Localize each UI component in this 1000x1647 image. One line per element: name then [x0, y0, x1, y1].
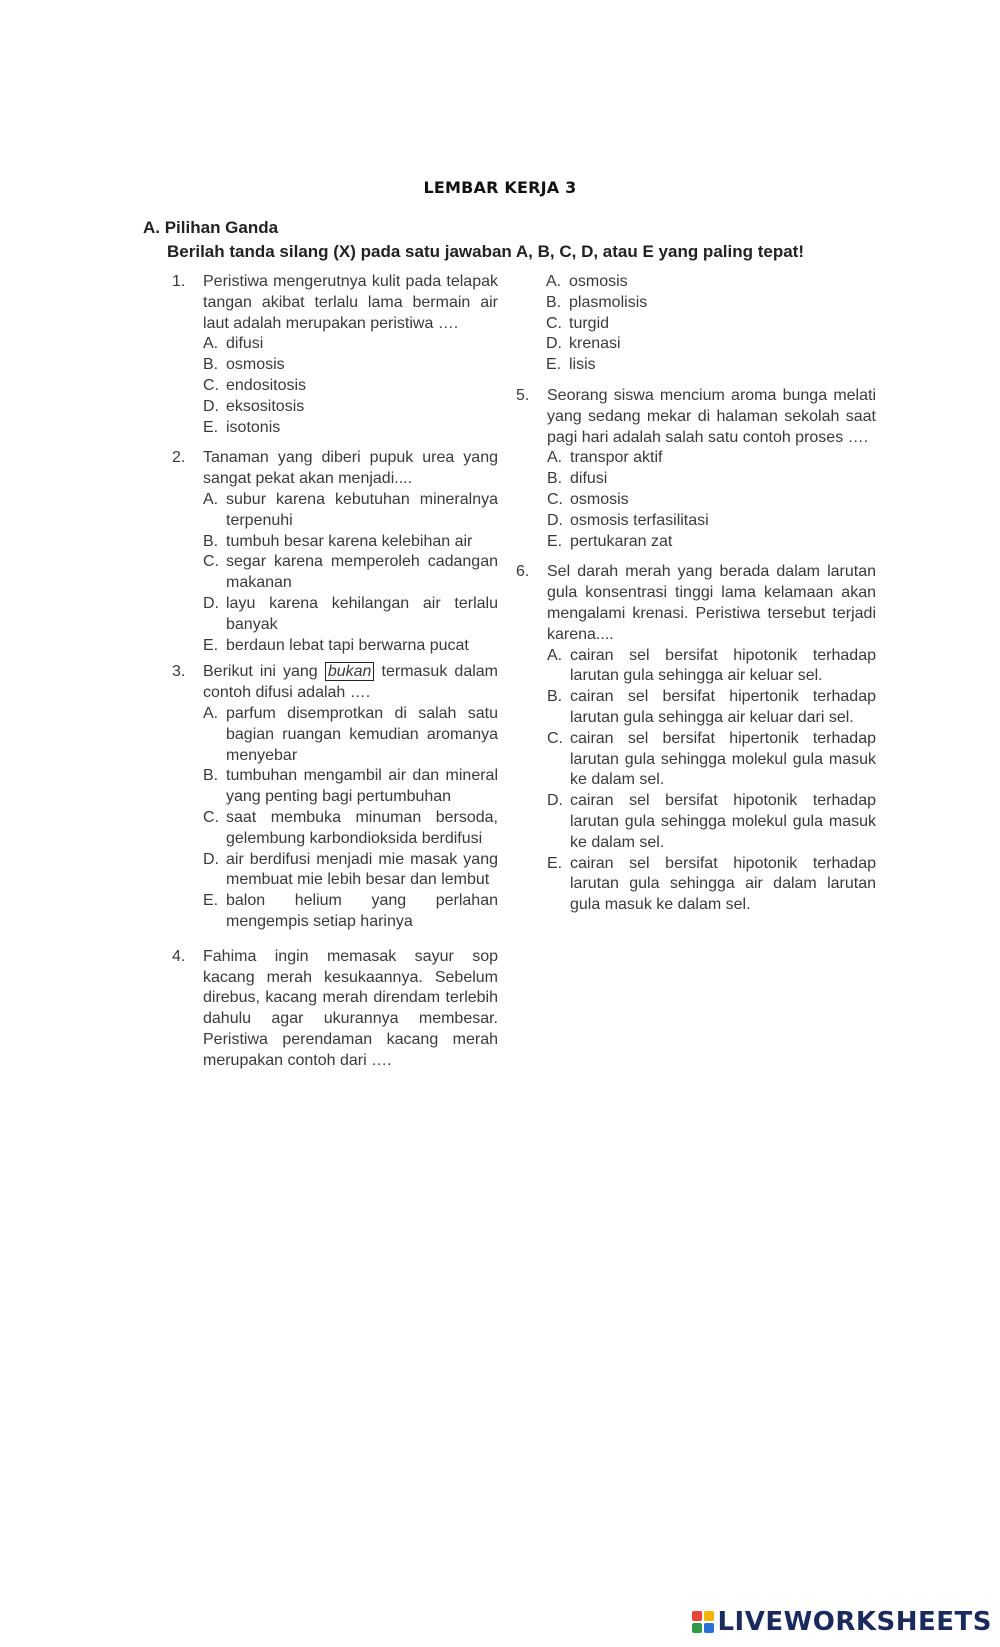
question-3: [172, 662, 498, 932]
option-b[interactable]: B. osmosis: [203, 356, 285, 374]
question-stem: Seorang siswa mencium aroma bunga melati yang sedang mekar di halaman sekolah saat pagi hari adalah salah satu contoh proses ….: [547, 386, 876, 446]
section-instruction: Berilah tanda silang (X) pada satu jawaban A, B, C, D, atau E yang paling tepat!: [167, 242, 804, 261]
option-c[interactable]: C. endositosis: [203, 376, 307, 394]
option-e[interactable]: E. pertukaran zat: [547, 532, 673, 550]
question-stem: Berikut ini yang bukan termasuk dalam contoh difusi adalah ….: [203, 663, 498, 702]
option-b[interactable]: B. tumbuh besar karena kelebihan air: [203, 532, 473, 550]
option-a[interactable]: A. osmosis: [546, 273, 628, 290]
liveworksheets-logo-icon: [692, 1611, 714, 1633]
question-stem: Sel darah merah yang berada dalam larutan gula konsentrasi tinggi lama kelamaan akan mengalami krenasi. Peristiwa tersebut terjadi karena....: [547, 563, 876, 643]
option-a[interactable]: A. cairan sel bersifat hipotonik terhadap larutan gula sehingga air keluar sel.: [547, 646, 876, 685]
question-2: [172, 448, 498, 656]
question-number: 1.: [172, 273, 186, 290]
option-e[interactable]: E. balon helium yang perlahan mengempis setiap harinya: [203, 892, 498, 930]
left-column: [172, 272, 498, 1071]
option-b[interactable]: B. cairan sel bersifat hipertonik terhadap larutan gula sehingga air keluar dari sel.: [547, 688, 876, 726]
question-4: [172, 947, 498, 1072]
question-number: 6.: [516, 563, 530, 581]
option-d[interactable]: D. cairan sel bersifat hipotonik terhadap larutan gula sehingga molekul gula masuk ke dalam sel.: [547, 792, 876, 851]
option-b[interactable]: B. difusi: [547, 470, 608, 488]
option-a[interactable]: A. subur karena kebutuhan mineralnya terpenuhi: [203, 490, 498, 529]
question-5: [516, 386, 876, 552]
option-e[interactable]: E. isotonis: [203, 418, 281, 436]
question-number: 4.: [172, 947, 186, 965]
question-stem: Fahima ingin memasak sayur sop kacang merah kesukaannya. Sebelum direbus, kacang merah direndam terlebih dahulu agar ukurannya membesar. Peristiwa perendaman kacang merah merupakan contoh dari ….: [203, 947, 498, 1069]
question-1: [172, 272, 498, 438]
question-number: 5.: [516, 386, 530, 404]
question-stem: Peristiwa mengerutnya kulit pada telapak tangan akibat terlalu lama bermain air laut adalah merupakan peristiwa ….: [203, 273, 498, 332]
question-stem: Tanaman yang diberi pupuk urea yang sangat pekat akan menjadi....: [203, 449, 498, 488]
question-number: 2.: [172, 449, 186, 467]
option-e[interactable]: E. cairan sel bersifat hipotonik terhadap larutan gula sehingga air dalam larutan gula masuk ke dalam sel.: [547, 854, 876, 914]
option-b[interactable]: B. tumbuhan mengambil air dan mineral yang penting bagi pertumbuhan: [203, 767, 498, 806]
liveworksheets-brand[interactable]: [692, 1607, 992, 1637]
option-c[interactable]: C. cairan sel bersifat hipertonik terhadap larutan gula sehingga molekul gula masuk ke dalam sel.: [547, 729, 876, 789]
options-list: [203, 704, 498, 933]
options-list: [203, 490, 498, 656]
question-6: [516, 562, 876, 916]
worksheet-title: LEMBAR KERJA 3: [423, 178, 577, 197]
option-e[interactable]: E. berdaun lebat tapi berwarna pucat: [203, 636, 469, 654]
option-d[interactable]: D. eksositosis: [203, 397, 305, 415]
option-b[interactable]: B. plasmolisis: [546, 293, 648, 311]
options-list: [203, 334, 498, 438]
question-number: 3.: [172, 663, 186, 681]
brand-name: LIVEWORKSHEETS: [717, 1607, 992, 1637]
emphasized-word: bukan: [325, 662, 375, 681]
option-d[interactable]: D. air berdifusi menjadi mie masak yang membuat mie lebih besar dan lembut: [203, 850, 498, 889]
option-a[interactable]: A. transpor aktif: [547, 449, 663, 467]
option-a[interactable]: A. difusi: [203, 335, 264, 353]
right-column: [516, 272, 876, 916]
option-c[interactable]: C. turgid: [546, 314, 610, 332]
section-heading: A. Pilihan Ganda: [143, 218, 279, 237]
options-list: [547, 448, 876, 552]
option-d[interactable]: D. krenasi: [546, 335, 621, 353]
option-e[interactable]: E. lisis: [546, 356, 596, 374]
option-c[interactable]: C. saat membuka minuman bersoda, gelembung karbondioksida berdifusi: [203, 808, 498, 847]
options-list: [547, 646, 876, 916]
option-a[interactable]: A. parfum disemprotkan di salah satu bagian ruangan kemudian aromanya menyebar: [203, 704, 498, 764]
option-d[interactable]: D. osmosis terfasilitasi: [547, 511, 709, 529]
question-4-options: [546, 272, 876, 376]
option-d[interactable]: D. layu karena kehilangan air terlalu banyak: [203, 594, 498, 633]
option-c[interactable]: C. segar karena memperoleh cadangan makanan: [203, 553, 498, 592]
option-c[interactable]: C. osmosis: [547, 490, 629, 508]
